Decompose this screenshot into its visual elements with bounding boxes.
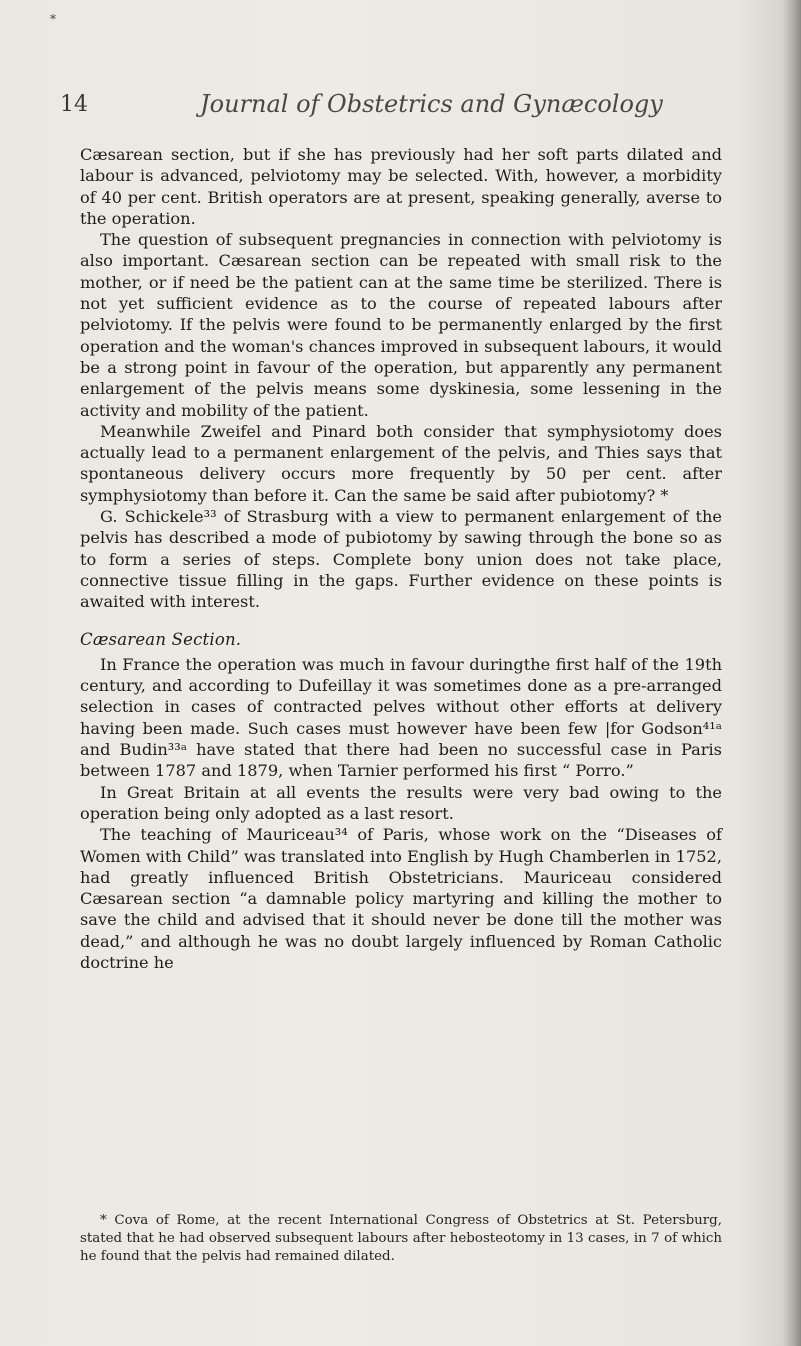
- section-heading: Cæsarean Section.: [80, 629, 242, 649]
- footnote: * Cova of Rome, at the recent International Congress of Obstetrics at St. Petersburg, stated that he had observed subsequent labours after hebosteotomy in 13 cases, in 7 of which he found that the pelvis had remained dilated.: [80, 1213, 722, 1264]
- paragraph: In Great Britain at all events the results were very bad owing to the operation being only adopted as a last resort.: [80, 782, 722, 823]
- body-text: [80, 144, 722, 973]
- page-header: [60, 92, 720, 122]
- paragraph: The teaching of Mauriceau³⁴ of Paris, whose work on the “Diseases of Women with Child” was translated into English by Hugh Chamberlen in 1752, had greatly influenced British Obstetricians. Mauriceau considered Cæsarean section “a damnable policy martyring and killing the mother to save the child and advised that it should never be done till the mother was dead,” and although he was no doubt largely influenced by Roman Catholic doctrine he: [80, 825, 722, 972]
- paragraph: In France the operation was much in favour duringthe first half of the 19th century, and according to Dufeillay it was sometimes done as a pre-arranged selection in cases of contracted pelves without other efforts at delivery having been made. Such cases must however have been few |for Godson⁴¹ᵃ and Budin³³ᵃ have stated that there had been no successful case in Paris between 1787 and 1879, when Tarnier performed his first “ Porro.”: [80, 654, 722, 781]
- running-title: Journal of Obstetrics and Gynæcology: [200, 90, 663, 118]
- page-number: 14: [60, 92, 88, 117]
- printer-mark: *: [50, 12, 56, 26]
- paragraph: Meanwhile Zweifel and Pinard both consider that symphysiotomy does actually lead to a permanent enlargement of the pelvis, and Thies says that spontaneous delivery occurs more frequently by 50 per cent. after symphysiotomy than before it. Can the same be said after pubiotomy? *: [80, 421, 722, 505]
- paragraph: Cæsarean section, but if she has previously had her soft parts dilated and labour is advanced, pelviotomy may be selected. With, however, a morbidity of 40 per cent. British operators are at present, speaking generally, averse to the operation.: [80, 145, 722, 228]
- page-edge-shadow: [783, 0, 801, 1346]
- paragraph: The question of subsequent pregnancies in connection with pelviotomy is also important. Cæsarean section can be repeated with small risk to the mother, or if need be the patient can at the same time be sterilized. There is not yet sufficient evidence as to the course of repeated labours after pelviotomy. If the pelvis were found to be permanently enlarged by the first operation and the woman's chances improved in subsequent labours, it would be a strong point in favour of the operation, but apparently any permanent enlargement of the pelvis means some dyskinesia, some lessening in the activity and mobility of the patient.: [80, 230, 722, 420]
- paragraph: G. Schickele³³ of Strasburg with a view to permanent enlargement of the pelvis has described a mode of pubiotomy by sawing through the bone so as to form a series of steps. Complete bony union does not take place, connective tissue filling in the gaps. Further evidence on these points is awaited with interest.: [80, 507, 722, 612]
